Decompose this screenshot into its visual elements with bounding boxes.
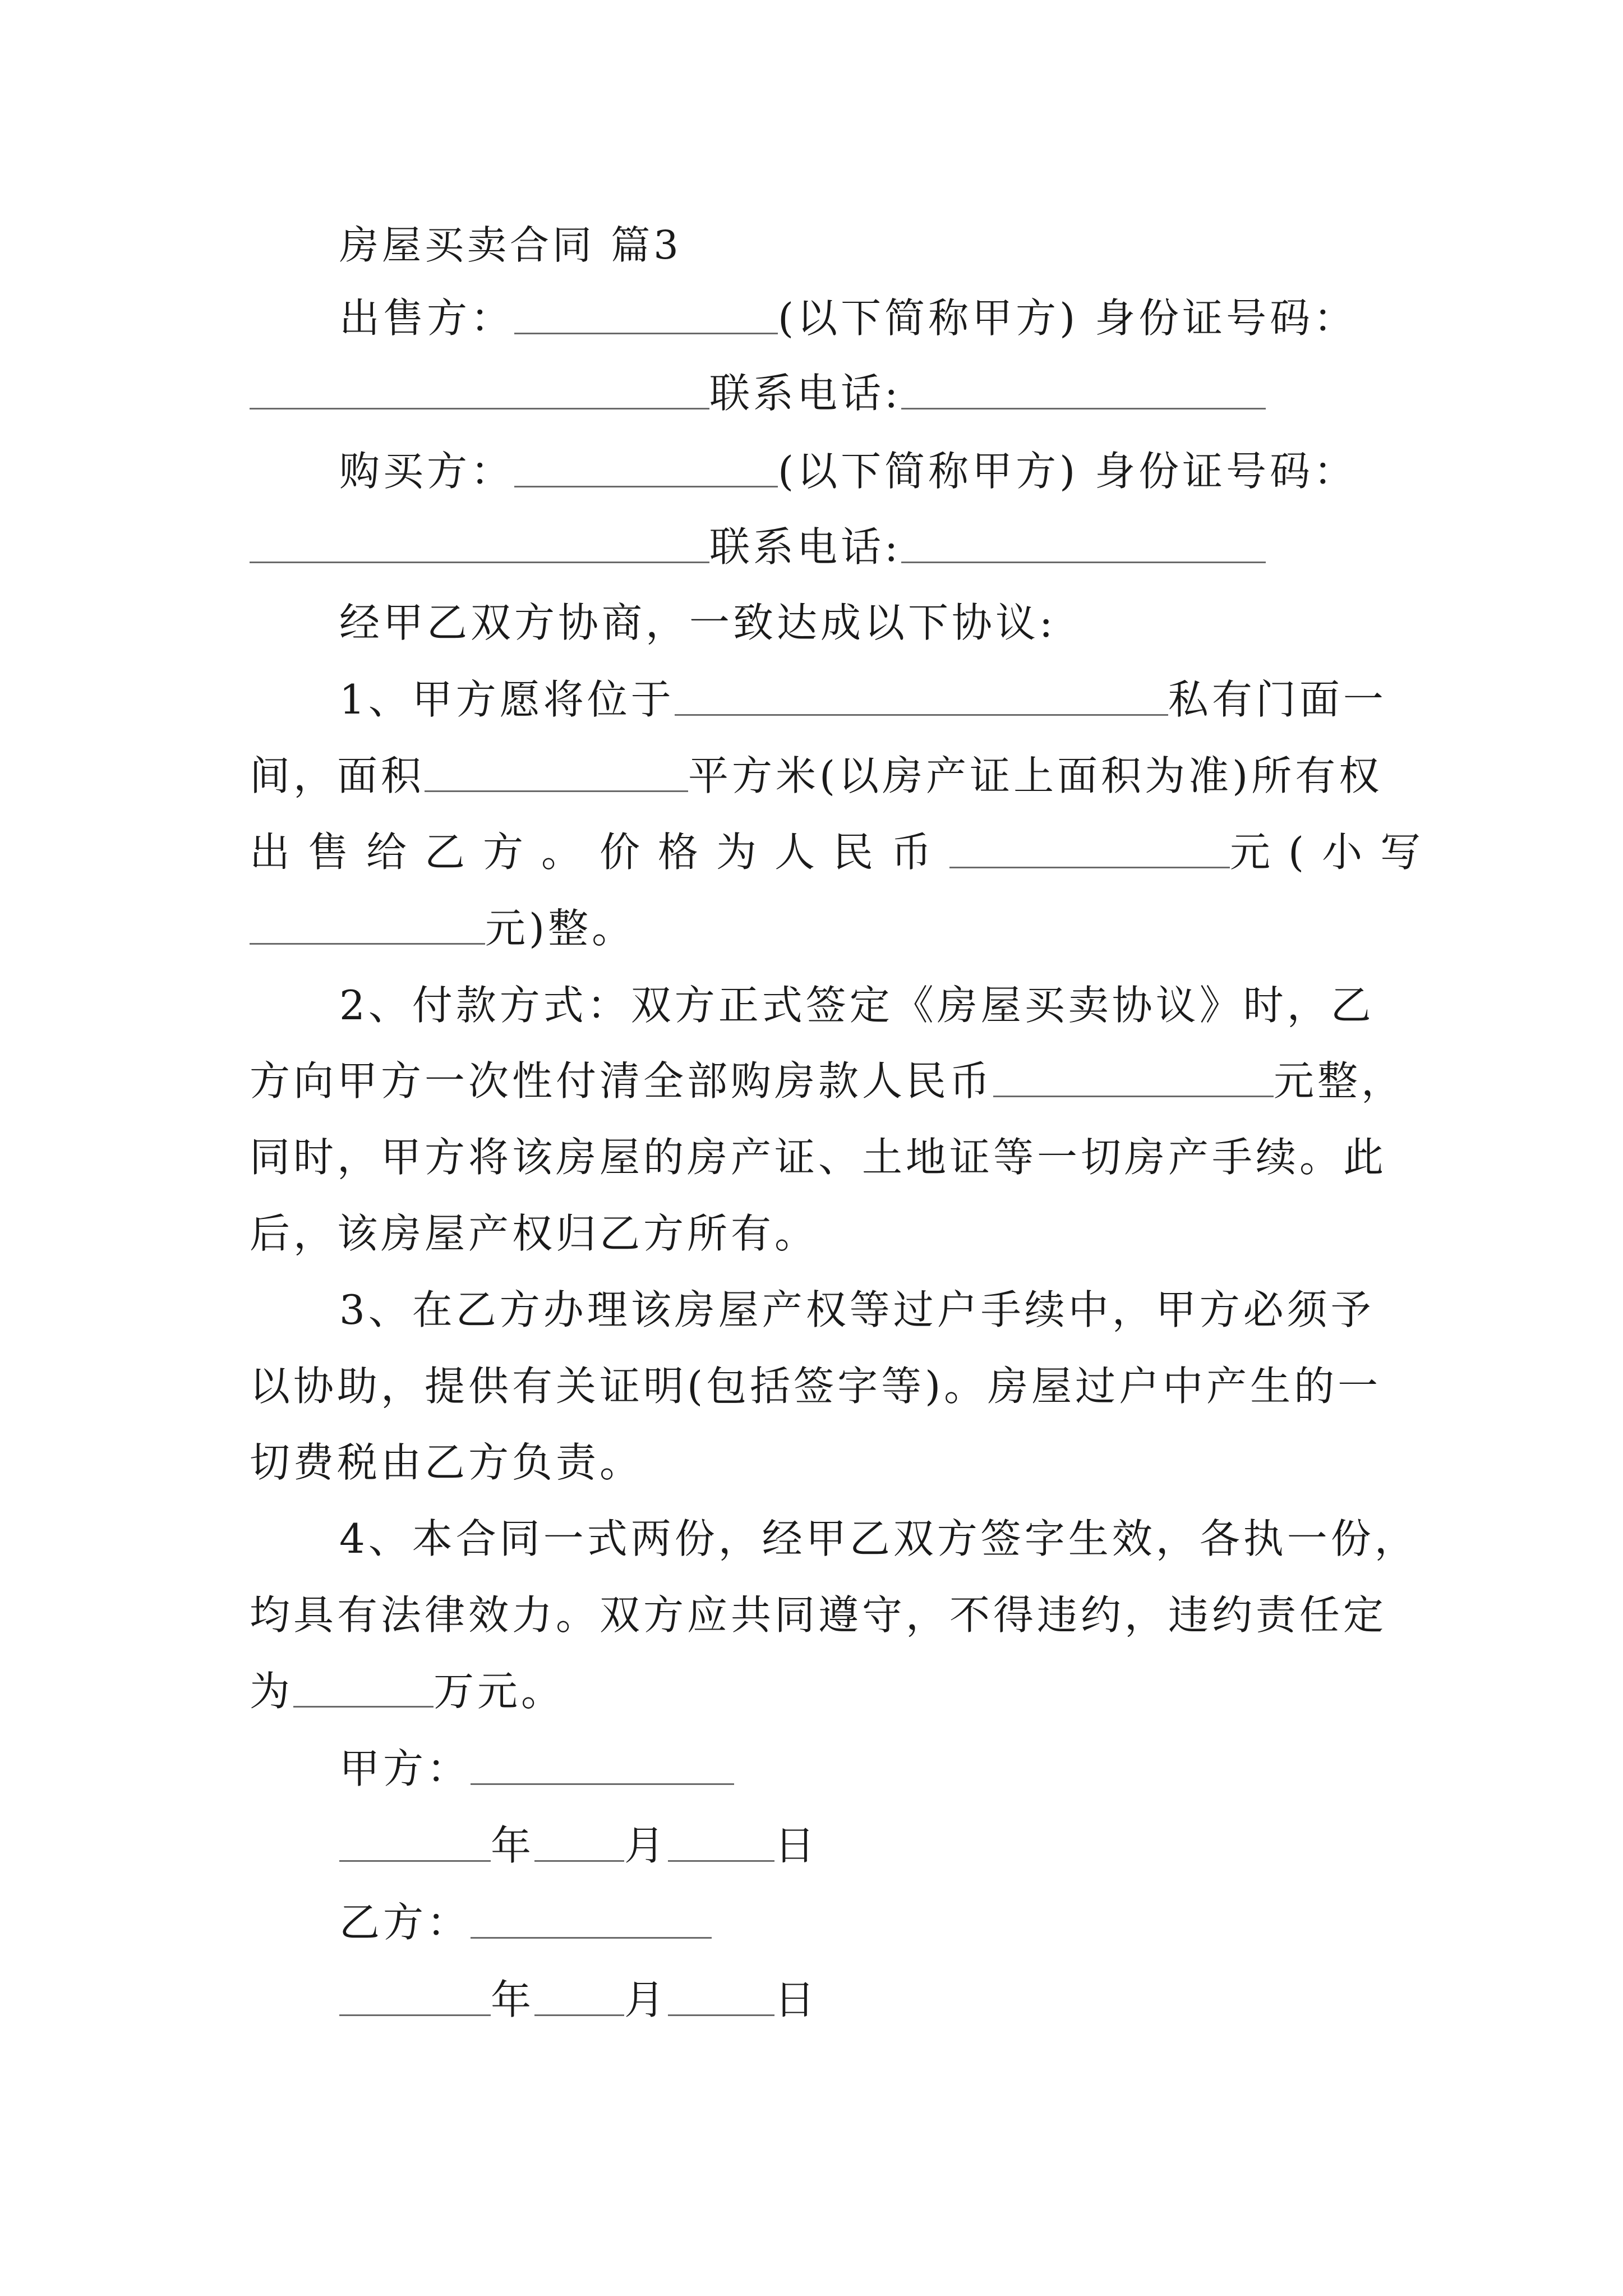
buyer-line-2 (250, 510, 1388, 583)
area-blank[interactable] (425, 750, 688, 792)
clause-2-text-1: 2、付款方式：双方正式签定《房屋买卖协议》时，乙 (339, 982, 1375, 1029)
party-b-signature-blank[interactable] (471, 1897, 712, 1939)
seller-line-2 (250, 357, 1388, 430)
clause-2-text-3: 同时，甲方将该房屋的房产证、土地证等一切房产手续。此 (250, 1134, 1387, 1181)
party-b-label: 乙方： (339, 1899, 471, 1946)
party-b-year-blank[interactable] (339, 1974, 491, 2016)
clause-4-line-1 (250, 1502, 1418, 1575)
party-a-signature-blank[interactable] (471, 1743, 734, 1785)
buyer-phone-blank[interactable] (901, 521, 1266, 563)
clause-3-line-2 (250, 1350, 1388, 1423)
party-b-year-label: 年 (491, 1976, 535, 2023)
clause-3-line-3 (250, 1426, 1388, 1499)
clause-2-line-4 (250, 1197, 1388, 1270)
party-b-day-label: 日 (774, 1976, 819, 2023)
party-b-month-blank[interactable] (534, 1974, 624, 2016)
clause-2-text-2b: 元整， (1274, 1057, 1405, 1105)
clause-2-line-3 (250, 1121, 1388, 1194)
intro-text: 经甲乙双方协商，一致达成以下协议: (339, 599, 1057, 646)
clause-1-text-d: 平方米(以房产证上面积为准)所有权 (688, 752, 1383, 799)
clause-1-line-4 (250, 892, 1388, 965)
party-a-month-label: 月 (624, 1822, 668, 1869)
price-lowercase-blank[interactable] (250, 903, 485, 945)
party-b-date (250, 1963, 1388, 2036)
payment-amount-blank[interactable] (993, 1055, 1274, 1097)
party-a-year-blank[interactable] (339, 1820, 491, 1862)
seller-name-blank[interactable] (514, 292, 778, 334)
clause-2-line-2 (250, 1045, 1405, 1117)
clause-4-line-3 (250, 1655, 1388, 1728)
buyer-alias: (以下简称甲方) 身份证号码： (778, 448, 1358, 495)
clause-4-text-3b: 万元。 (434, 1668, 565, 1715)
clause-3-text-3: 切费税由乙方负责。 (250, 1439, 644, 1486)
agreement-intro (250, 586, 1388, 659)
seller-alias: (以下简称甲方) 身份证号码： (778, 295, 1358, 342)
clause-1-text-b: 私有门面一 (1168, 676, 1387, 723)
clause-2-text-4: 后，该房屋产权归乙方所有。 (250, 1210, 819, 1257)
buyer-phone-label: 联系电话: (709, 523, 902, 570)
buyer-label: 购买方： (339, 448, 515, 495)
seller-phone-label: 联系电话: (709, 370, 902, 417)
clause-3-text-2: 以协助，提供有关证明(包括签字等)。房屋过户中产生的一 (250, 1363, 1382, 1410)
clause-1-line-2 (250, 739, 1388, 812)
clause-1-text-f: 元(小写 (1230, 829, 1439, 876)
party-b-day-blank[interactable] (668, 1974, 774, 2016)
clause-1-line-3 (250, 816, 1439, 889)
clause-4-text-3a: 为 (250, 1668, 294, 1715)
party-b-month-label: 月 (624, 1976, 668, 2023)
seller-id-blank[interactable] (250, 367, 709, 409)
seller-label: 出售方： (339, 295, 515, 342)
clause-4-text-1: 4、本合同一式两份，经甲乙双方签字生效，各执一份， (339, 1515, 1418, 1562)
clause-4-line-2 (250, 1579, 1388, 1651)
clause-3-line-1 (250, 1273, 1388, 1346)
party-a-year-label: 年 (491, 1822, 535, 1869)
buyer-id-blank[interactable] (250, 521, 709, 563)
clause-1-text-e: 出售给乙方。价格为人民币 (250, 829, 950, 876)
clause-2-line-1 (250, 969, 1388, 1042)
clause-2-text-2a: 方向甲方一次性付清全部购房款人民币 (250, 1057, 994, 1105)
party-a-label: 甲方： (339, 1745, 471, 1792)
clause-3-text-1: 3、在乙方办理该房屋产权等过户手续中，甲方必须予 (339, 1286, 1375, 1333)
location-blank[interactable] (675, 674, 1168, 716)
clause-1-text-a: 1、甲方愿将位于 (339, 676, 675, 723)
party-a-date (250, 1809, 1388, 1882)
clause-1-text-g: 元)整。 (485, 905, 636, 952)
seller-phone-blank[interactable] (901, 367, 1266, 409)
title-text: 房屋买卖合同 篇3 (339, 222, 682, 268)
clause-4-text-2: 均具有法律效力。双方应共同遵守，不得违约，违约责任定 (250, 1591, 1387, 1639)
buyer-line-1 (250, 435, 1388, 508)
clause-1-text-c: 间，面积 (250, 752, 425, 799)
document-title (250, 209, 1388, 282)
price-blank[interactable] (949, 826, 1230, 868)
seller-line-1 (250, 282, 1388, 355)
party-b-signature (250, 1886, 1388, 1959)
party-a-month-blank[interactable] (534, 1820, 624, 1862)
party-a-day-blank[interactable] (668, 1820, 774, 1862)
clause-1-line-1 (250, 663, 1388, 736)
penalty-blank[interactable] (293, 1665, 434, 1708)
party-a-signature (250, 1732, 1388, 1805)
buyer-name-blank[interactable] (514, 445, 778, 487)
party-a-day-label: 日 (774, 1822, 819, 1869)
